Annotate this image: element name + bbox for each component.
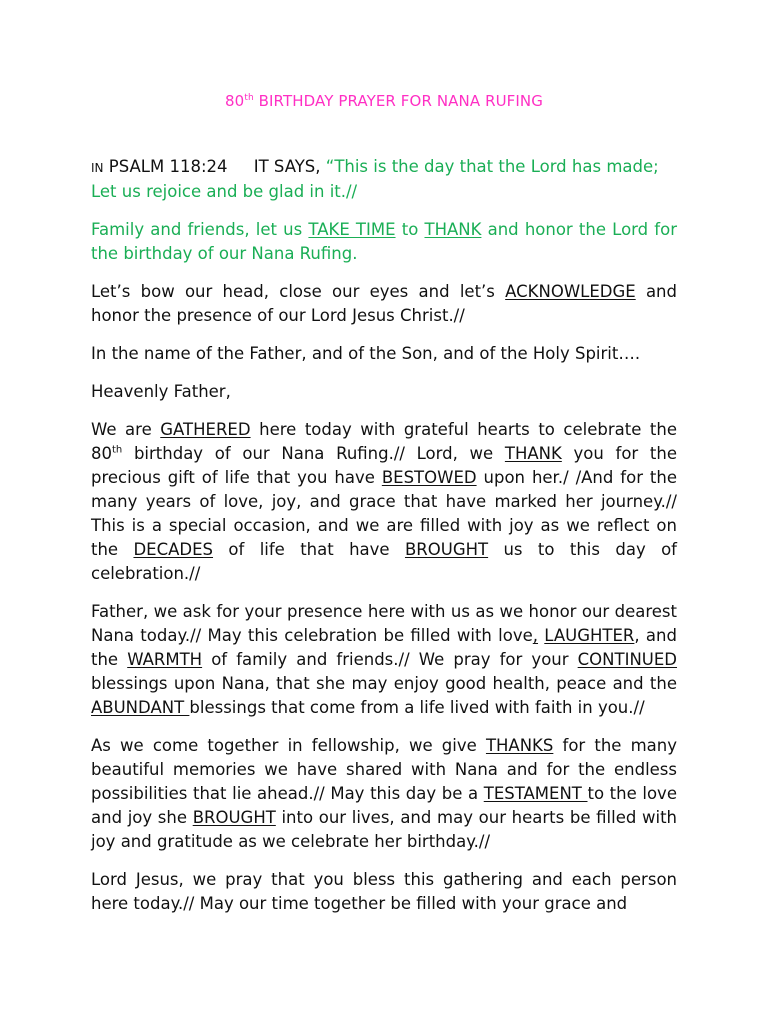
invitation-paragraph: Family and friends, let us TAKE TIME to THANK and honor the Lord for the birthday of our Nana Rufing. <box>91 220 677 263</box>
presence-paragraph: Father, we ask for your presence here with us as we honor our dearest Nana today.// May this celebration be filled with love, LAUGHTER, and the WARMTH of family and friends.// We pray for your CONTINUED blessings upon Nana, that she may enjoy good health, peace and the ABUNDANT blessings that come from a life lived with faith in you.// <box>91 602 678 717</box>
document-title: 80th BIRTHDAY PRAYER FOR NANA RUFING <box>225 92 543 110</box>
gathered-paragraph: We are GATHERED here today with grateful hearts to celebrate the 80th birthday of our Nana Rufing.// Lord, we THANK you for the precious gift of life that you have BESTOWED upon her./ /And for the many years of love, joy, and grace that have marked her journey.// This is a special occasion, and we are filled with joy as we reflect on the DECADES of life that have BROUGHT us to this day of celebration.// <box>91 420 678 583</box>
psalm-paragraph: IN PSALM 118:24 IT SAYS, “This is the day that the Lord has made; Let us rejoice and be glad in it.// <box>91 157 659 201</box>
fellowship-paragraph: As we come together in fellowship, we give THANKS for the many beautiful memories we have shared with Nana and for the endless possibilities that lie ahead.// May this day be a TESTAMENT to the love and joy she BROUGHT into our lives, and may our hearts be filled with joy and gratitude as we celebrate her birthday.// <box>91 736 678 851</box>
trinity-paragraph: In the name of the Father, and of the Son, and of the Holy Spirit…. <box>91 344 641 363</box>
psalm-quote: “This is the day that the Lord has made; Let us rejoice and be glad in it.// <box>91 157 659 201</box>
blessing-paragraph: Lord Jesus, we pray that you bless this gathering and each person here today.// May our time together be filled with your grace and <box>91 870 677 913</box>
salutation-paragraph: Heavenly Father, <box>91 382 231 401</box>
bow-paragraph: Let’s bow our head, close our eyes and let’s ACKNOWLEDGE and honor the presence of our Lord Jesus Christ.// <box>91 282 677 325</box>
